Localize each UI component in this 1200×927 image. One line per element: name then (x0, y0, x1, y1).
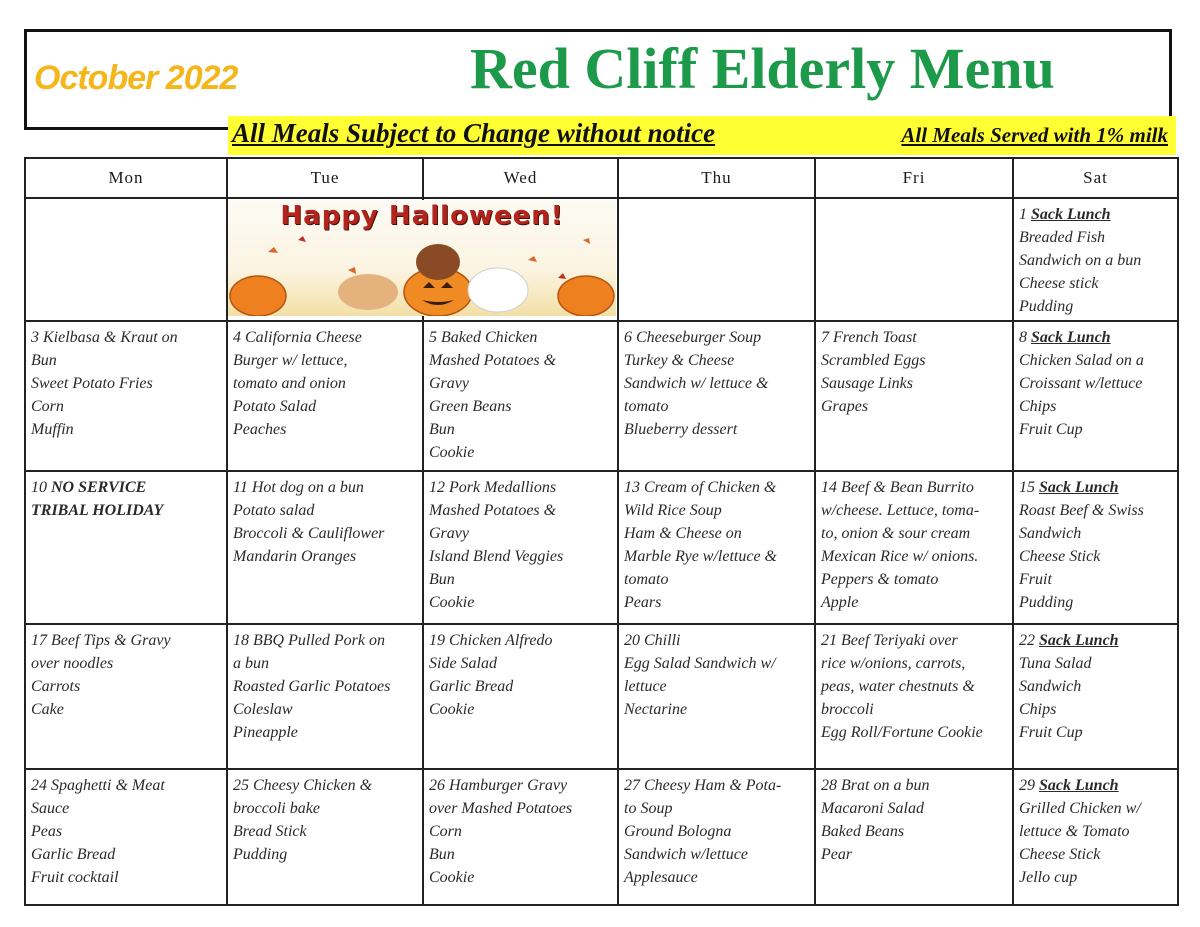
day-cell (1013, 471, 1178, 624)
menu-item-line: Tuna Salad (1019, 655, 1092, 672)
menu-item-line: Breaded Fish (1019, 229, 1106, 246)
menu-item-line: 27 Cheesy Ham & Pota- (624, 777, 782, 794)
menu-item-line: Jello cup (1019, 869, 1078, 886)
day-number: 22 (1019, 632, 1035, 649)
menu-item-line: Pears (624, 594, 662, 611)
day-number: 15 (1019, 479, 1035, 496)
menu-item-line: TRIBAL HOLIDAY (31, 502, 164, 519)
menu-item-line: Egg Salad Sandwich w/ (624, 655, 776, 672)
menu-item-line: 3 Kielbasa & Kraut on (31, 329, 178, 346)
day-cell (815, 624, 1013, 769)
day-cell (227, 198, 564, 321)
menu-item-line: Peas (31, 823, 63, 840)
menu-item-line: Mashed Potatoes & (429, 502, 557, 519)
day-first-line (1019, 476, 1172, 499)
day-cell (618, 624, 815, 769)
menu-item-line: 24 Spaghetti & Meat (31, 777, 165, 794)
notice-bar (228, 116, 1176, 155)
day-number: 1 (1019, 206, 1027, 223)
sack-lunch-label: Sack Lunch (1039, 479, 1119, 496)
menu-item-line: Gravy (429, 525, 469, 542)
menu-item-line: Mexican Rice w/ onions. (821, 548, 979, 565)
day-cell (1013, 769, 1178, 905)
menu-item-line: Roasted Garlic Potatoes (233, 678, 391, 695)
weekday-header-row (25, 158, 1178, 198)
menu-item-line: Grilled Chicken w/ (1019, 800, 1141, 817)
day-first-line (31, 476, 221, 499)
menu-item-line: over Mashed Potatoes (429, 800, 573, 817)
sack-lunch-label: Sack Lunch (1039, 632, 1119, 649)
menu-item-line: 5 Baked Chicken (429, 329, 538, 346)
day-number: 8 (1019, 329, 1027, 346)
menu-item-line: lettuce (624, 678, 667, 695)
menu-item-line: 4 California Cheese (233, 329, 362, 346)
menu-item-line: a bun (233, 655, 269, 672)
menu-item-line: Garlic Bread (429, 678, 514, 695)
day-cell (1013, 198, 1178, 321)
menu-item-line: Pudding (1019, 298, 1074, 315)
day-cell (423, 624, 618, 769)
menu-item-line: Fruit Cup (1019, 724, 1083, 741)
menu-item-line: Blueberry dessert (624, 421, 738, 438)
day-first-line (1019, 326, 1172, 349)
weekday-header: Tue (227, 158, 423, 198)
day-cell (618, 769, 815, 905)
menu-item-line: to, onion & sour cream (821, 525, 971, 542)
menu-item-line: Pudding (233, 846, 288, 863)
sack-lunch-label: Sack Lunch (1039, 777, 1119, 794)
menu-item-line: Marble Rye w/lettuce & (624, 548, 777, 565)
halloween-banner (228, 200, 616, 316)
day-cell (227, 471, 423, 624)
day-number: 29 (1019, 777, 1035, 794)
menu-item-line: Cheese Stick (1019, 548, 1101, 565)
menu-item-line: Cake (31, 701, 64, 718)
menu-item-line: Turkey & Cheese (624, 352, 735, 369)
menu-item-line: 28 Brat on a bun (821, 777, 930, 794)
menu-item-line: Bun (429, 421, 455, 438)
menu-item-line: 21 Beef Teriyaki over (821, 632, 958, 649)
week-row (25, 198, 1178, 321)
menu-item-line: Chips (1019, 398, 1057, 415)
menu-item-line: 19 Chicken Alfredo (429, 632, 553, 649)
menu-item-line: Nectarine (624, 701, 688, 718)
menu-item-line: Pear (821, 846, 853, 863)
menu-item-line: to Soup (624, 800, 673, 817)
menu-item-line: over noodles (31, 655, 114, 672)
menu-item-line: Potato salad (233, 502, 315, 519)
day-cell (227, 321, 423, 471)
day-cell (618, 471, 815, 624)
menu-item-line: 6 Cheeseburger Soup (624, 329, 762, 346)
sack-lunch-label: Sack Lunch (1031, 329, 1111, 346)
menu-item-line: Cheese stick (1019, 275, 1099, 292)
menu-item-line: Chips (1019, 701, 1057, 718)
menu-item-line: Bun (429, 846, 455, 863)
menu-item-line: Chicken Salad on a (1019, 352, 1144, 369)
menu-item-line: lettuce & Tomato (1019, 823, 1130, 840)
menu-item-line: Scrambled Eggs (821, 352, 926, 369)
day-cell (25, 769, 227, 905)
menu-item-line: Corn (31, 398, 64, 415)
menu-item-line: Island Blend Veggies (429, 548, 564, 565)
menu-item-line: Coleslaw (233, 701, 293, 718)
week-row (25, 769, 1178, 905)
menu-item-line: broccoli bake (233, 800, 320, 817)
menu-item-line: Wild Rice Soup (624, 502, 722, 519)
menu-item-line: Broccoli & Cauliflower (233, 525, 385, 542)
week-row (25, 471, 1178, 624)
menu-item-line: Peaches (233, 421, 287, 438)
menu-item-line: Potato Salad (233, 398, 317, 415)
menu-item-line: 11 Hot dog on a bun (233, 479, 364, 496)
menu-item-line: Fruit Cup (1019, 421, 1083, 438)
day-cell (227, 769, 423, 905)
menu-item-line: Grapes (821, 398, 869, 415)
menu-item-line: Apple (821, 594, 859, 611)
menu-item-line: 25 Cheesy Chicken & (233, 777, 373, 794)
sack-lunch-label: Sack Lunch (1031, 206, 1111, 223)
halloween-banner-text: Happy Halloween! (280, 201, 564, 231)
menu-item-line: Cookie (429, 869, 475, 886)
menu-item-line: Croissant w/lettuce (1019, 375, 1143, 392)
day-first-line (1019, 774, 1172, 797)
menu-item-line: Sandwich w/lettuce (624, 846, 748, 863)
week-row (25, 624, 1178, 769)
day-number: 10 (31, 479, 47, 496)
menu-item-line: Bun (429, 571, 455, 588)
day-cell (227, 624, 423, 769)
day-cell (815, 769, 1013, 905)
weekday-header: Thu (618, 158, 815, 198)
weekday-header: Sat (1013, 158, 1178, 198)
menu-item-line: Bread Stick (233, 823, 307, 840)
menu-item-line: Macaroni Salad (821, 800, 924, 817)
weekday-header: Fri (815, 158, 1013, 198)
weekday-header: Mon (25, 158, 227, 198)
menu-item-line: broccoli (821, 701, 874, 718)
day-cell (815, 471, 1013, 624)
day-first-line (1019, 629, 1172, 652)
menu-item-line: Sandwich (1019, 525, 1082, 542)
menu-item-line: Baked Beans (821, 823, 905, 840)
menu-item-line: Carrots (31, 678, 81, 695)
day-cell (25, 198, 227, 321)
menu-item-line: 7 French Toast (821, 329, 917, 346)
menu-item-line: Peppers & tomato (821, 571, 939, 588)
day-cell (618, 321, 815, 471)
menu-item-line: Sandwich on a bun (1019, 252, 1142, 269)
day-cell (815, 198, 1013, 321)
menu-item-line: Sandwich (1019, 678, 1082, 695)
menu-item-line: Garlic Bread (31, 846, 116, 863)
menu-item-line: 18 BBQ Pulled Pork on (233, 632, 385, 649)
weekday-header: Wed (423, 158, 618, 198)
day-cell (423, 769, 618, 905)
day-cell (1013, 321, 1178, 471)
menu-item-line: tomato and onion (233, 375, 346, 392)
menu-item-line: 20 Chilli (624, 632, 681, 649)
menu-item-line: Egg Roll/Fortune Cookie (821, 724, 983, 741)
menu-item-line: 12 Pork Medallions (429, 479, 557, 496)
page-title: Red Cliff Elderly Menu (470, 36, 1055, 101)
menu-item-line: Cookie (429, 594, 475, 611)
menu-item-line: Pineapple (233, 724, 298, 741)
menu-item-line: 14 Beef & Bean Burrito (821, 479, 974, 496)
menu-item-line: Sausage Links (821, 375, 913, 392)
no-service-label: NO SERVICE (51, 479, 147, 496)
menu-item-line: Cheese Stick (1019, 846, 1101, 863)
menu-item-line: w/cheese. Lettuce, toma- (821, 502, 980, 519)
menu-item-line: Burger w/ lettuce, (233, 352, 348, 369)
menu-item-line: Cookie (429, 701, 475, 718)
menu-item-line: 17 Beef Tips & Gravy (31, 632, 171, 649)
day-cell (815, 321, 1013, 471)
day-first-line (1019, 203, 1172, 226)
menu-item-line: 26 Hamburger Gravy (429, 777, 568, 794)
day-cell (1013, 624, 1178, 769)
menu-calendar (24, 157, 1179, 906)
menu-item-line: Roast Beef & Swiss (1019, 502, 1144, 519)
day-cell (618, 198, 815, 321)
day-cell (25, 624, 227, 769)
menu-item-line: Pudding (1019, 594, 1074, 611)
day-cell (25, 321, 227, 471)
menu-item-line: Corn (429, 823, 462, 840)
menu-item-line: Applesauce (624, 869, 698, 886)
menu-item-line: Sweet Potato Fries (31, 375, 153, 392)
menu-item-line: Sandwich w/ lettuce & (624, 375, 769, 392)
menu-item-line: tomato (624, 398, 669, 415)
day-cell (423, 471, 618, 624)
menu-item-line: Fruit (1019, 571, 1052, 588)
menu-item-line: Mandarin Oranges (233, 548, 357, 565)
menu-item-line: Fruit cocktail (31, 869, 119, 886)
menu-item-line: Mashed Potatoes & (429, 352, 557, 369)
notice-milk: All Meals Served with 1% milk (901, 123, 1168, 147)
notice-change: All Meals Subject to Change without notice (232, 118, 716, 148)
menu-item-line: Green Beans (429, 398, 512, 415)
menu-item-line: Cookie (429, 444, 475, 461)
day-cell (423, 321, 618, 471)
menu-item-line: tomato (624, 571, 669, 588)
week-row (25, 321, 1178, 471)
menu-item-line: 13 Cream of Chicken & (624, 479, 777, 496)
day-cell (25, 471, 227, 624)
menu-item-line: rice w/onions, carrots, (821, 655, 966, 672)
month-label: October 2022 (34, 59, 238, 97)
menu-item-line: Bun (31, 352, 57, 369)
menu-item-line: Muffin (31, 421, 74, 438)
menu-item-line: Ground Bologna (624, 823, 732, 840)
menu-item-line: Side Salad (429, 655, 497, 672)
menu-item-line: peas, water chestnuts & (821, 678, 975, 695)
menu-item-line: Gravy (429, 375, 469, 392)
menu-item-line: Sauce (31, 800, 70, 817)
menu-item-line: Ham & Cheese on (624, 525, 742, 542)
